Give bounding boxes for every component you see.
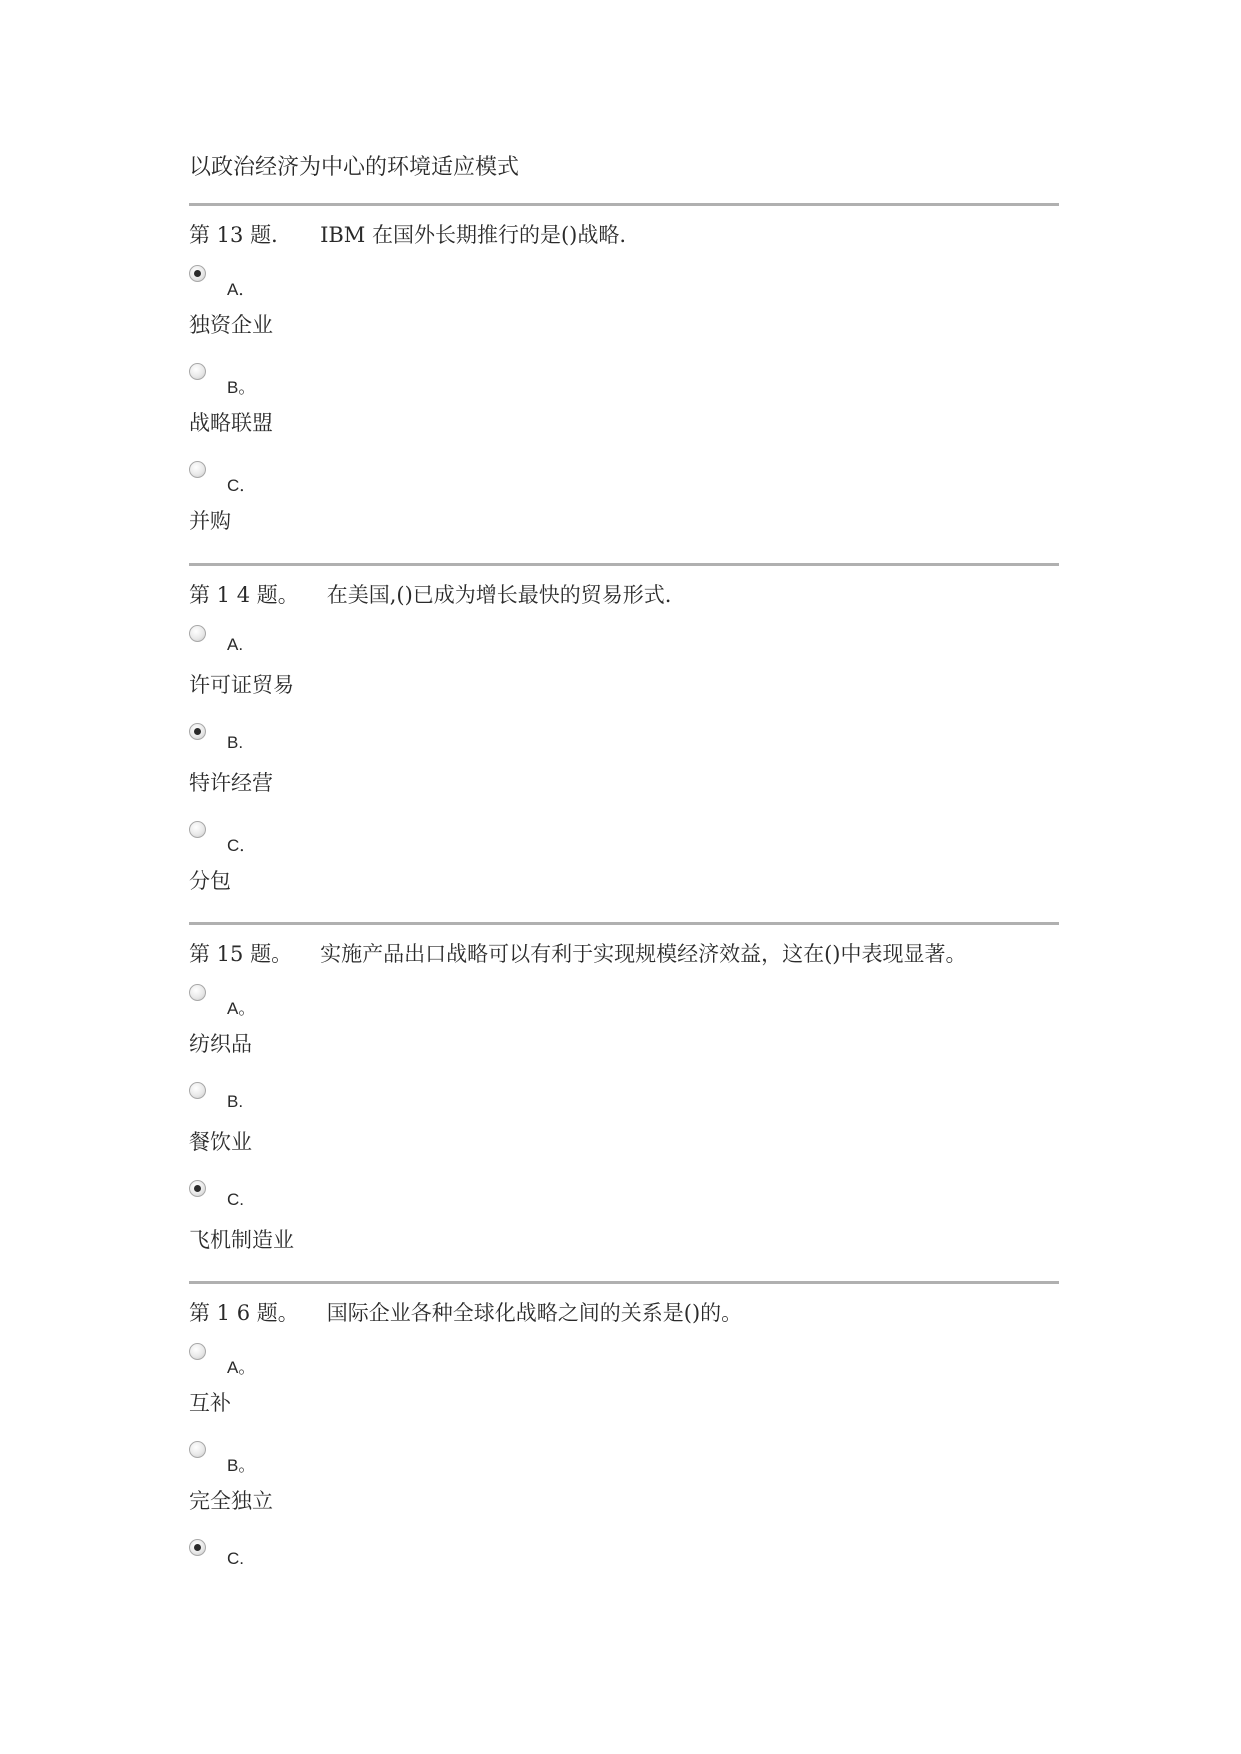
question-text: IBM 在国外长期推行的是()战略. (320, 223, 627, 247)
radio-button[interactable] (189, 461, 206, 478)
previous-answer-text: 以政治经济为中心的环境适应模式 (189, 155, 520, 180)
question-15 (189, 922, 1059, 1252)
question-title (189, 938, 966, 968)
radio-button[interactable] (189, 723, 206, 740)
option-text: 飞机制造业 (189, 1228, 294, 1252)
radio-button[interactable] (189, 984, 206, 1001)
question-divider (189, 203, 1059, 206)
option-letter: C. (227, 1190, 244, 1209)
option-letter: B。 (227, 378, 256, 397)
radio-button[interactable] (189, 265, 206, 282)
radio-button[interactable] (189, 625, 206, 642)
option-letter: B. (227, 733, 244, 752)
question-16 (189, 1281, 1059, 1568)
question-13 (189, 203, 1059, 533)
option-text: 独资企业 (189, 313, 273, 337)
question-number: 第 15 题。 (189, 942, 293, 966)
question-divider (189, 563, 1059, 566)
radio-button[interactable] (189, 363, 206, 380)
question-number: 第 1 6 题。 (189, 1301, 299, 1325)
option-letter: C． (227, 476, 257, 495)
option-text: 特许经营 (189, 771, 273, 795)
radio-button[interactable] (189, 1441, 206, 1458)
option-letter: B. (227, 1092, 244, 1111)
radio-button[interactable] (189, 821, 206, 838)
radio-button[interactable] (189, 1082, 206, 1099)
option-letter: A. (227, 635, 244, 654)
radio-button[interactable] (189, 1343, 206, 1360)
option-text: 并购 (189, 509, 231, 533)
option-letter: A。 (227, 999, 256, 1018)
question-text: 国际企业各种全球化战略之间的关系是()的。 (326, 1301, 743, 1325)
option-letter: C． (227, 836, 257, 855)
option-text: 完全独立 (189, 1489, 273, 1513)
question-text: 实施产品出口战略可以有利于实现规模经济效益，这在()中表现显著。 (320, 942, 967, 966)
option-text: 分包 (189, 869, 231, 893)
option-text: 战略联盟 (189, 411, 273, 435)
question-number: 第 13 题． (189, 223, 293, 247)
question-title (189, 579, 672, 609)
option-text: 餐饮业 (189, 1130, 252, 1154)
option-text: 纺织品 (189, 1032, 252, 1056)
question-title (189, 1297, 742, 1327)
radio-button[interactable] (189, 1539, 206, 1556)
option-letter: C. (227, 1549, 244, 1568)
option-letter: A。 (227, 1358, 256, 1377)
question-divider (189, 1281, 1059, 1284)
question-divider (189, 922, 1059, 925)
option-letter: A． (227, 280, 256, 299)
option-letter: B。 (227, 1456, 256, 1475)
question-text: 在美国,()已成为增长最快的贸易形式. (326, 583, 672, 607)
option-text: 许可证贸易 (189, 673, 294, 697)
question-number: 第 1 4 题。 (189, 583, 299, 607)
radio-button[interactable] (189, 1180, 206, 1197)
option-text: 互补 (189, 1391, 231, 1415)
question-title (189, 219, 626, 249)
question-14 (189, 563, 1059, 893)
